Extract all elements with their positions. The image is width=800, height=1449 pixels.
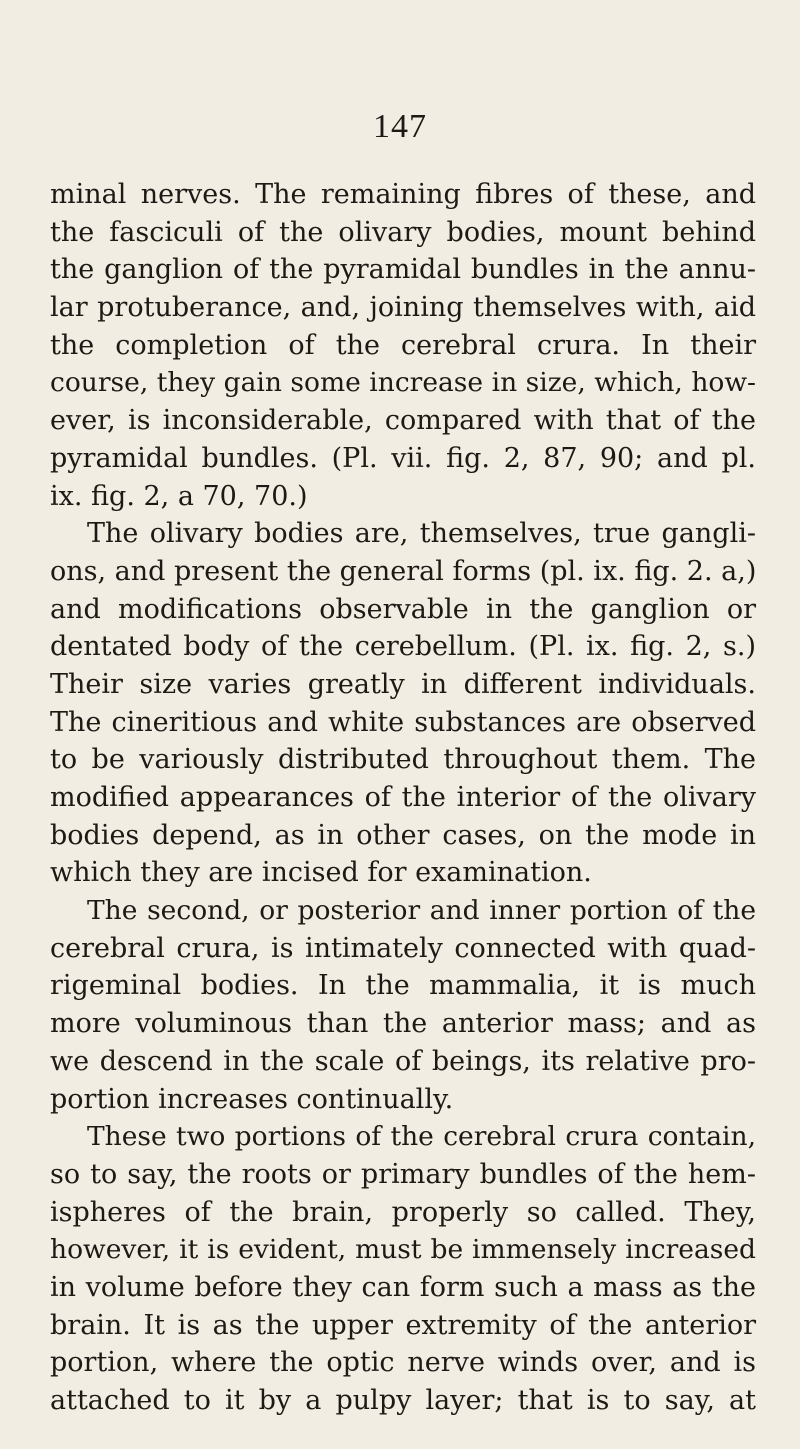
text-line: the fasciculi of the olivary bodies, mount behind bbox=[50, 216, 756, 248]
text-line: These two portions of the cerebral crura contain, bbox=[87, 1121, 756, 1153]
text-line: ons, and present the general forms (pl. ix. fig. 2. a,) bbox=[50, 555, 757, 587]
text-line: ix. fig. 2, a 70, 70.) bbox=[50, 480, 308, 512]
text-line: to be variously distributed throughout them. The bbox=[50, 744, 756, 776]
text-line: ispheres of the brain, properly so called. They, bbox=[50, 1196, 756, 1228]
text-line: in volume before they can form such a mass as the bbox=[50, 1271, 756, 1303]
text-line: portion, where the optic nerve winds over, and is bbox=[50, 1347, 756, 1379]
text-line: which they are incised for examination. bbox=[50, 857, 592, 889]
text-line: minal nerves. The remaining fibres of these, and bbox=[50, 179, 756, 210]
text-line: lar protuberance, and, joining themselves with, aid bbox=[50, 292, 756, 324]
text-line: dentated body of the cerebellum. (Pl. ix. fig. 2, s.) bbox=[50, 631, 756, 663]
text-line: rigeminal bodies. In the mammalia, it is much bbox=[50, 970, 756, 1002]
text-line: modified appearances of the interior of the olivary bbox=[50, 782, 756, 813]
text-line: we descend in the scale of beings, its relative pro- bbox=[50, 1045, 756, 1077]
text-line: so to say, the roots or primary bundles of the hem- bbox=[50, 1158, 756, 1190]
text-line: more voluminous than the anterior mass; and as bbox=[50, 1008, 756, 1040]
text-line: however, it is evident, must be immensely increased bbox=[50, 1234, 756, 1266]
page-number: 147 bbox=[373, 108, 427, 145]
text-line: ever, is inconsiderable, compared with that of the bbox=[50, 405, 756, 437]
text-line: bodies depend, as in other cases, on the mode in bbox=[50, 819, 756, 851]
text-line: Their size varies greatly in different individuals. bbox=[50, 668, 756, 700]
text-line: The second, or posterior and inner portion of the bbox=[87, 895, 756, 927]
text-line: cerebral crura, is intimately connected with quad- bbox=[50, 932, 756, 964]
text-line: The olivary bodies are, themselves, true gangli- bbox=[87, 518, 756, 550]
text-line: the completion of the cerebral crura. In their bbox=[50, 329, 756, 361]
body-text bbox=[50, 176, 756, 1420]
text-line: brain. It is as the upper extremity of the anterior bbox=[50, 1309, 756, 1341]
text-line: and modifications observable in the ganglion or bbox=[50, 593, 756, 625]
text-line: attached to it by a pulpy layer; that is to say, at bbox=[50, 1385, 756, 1416]
text-line: course, they gain some increase in size, which, how- bbox=[50, 367, 756, 399]
text-line: The cineritious and white substances are observed bbox=[50, 706, 756, 738]
text-line: pyramidal bundles. (Pl. vii. fig. 2, 87, 90; and pl. bbox=[50, 442, 756, 474]
text-line: portion increases continually. bbox=[50, 1083, 454, 1115]
text-line: the ganglion of the pyramidal bundles in the annu- bbox=[50, 254, 756, 286]
